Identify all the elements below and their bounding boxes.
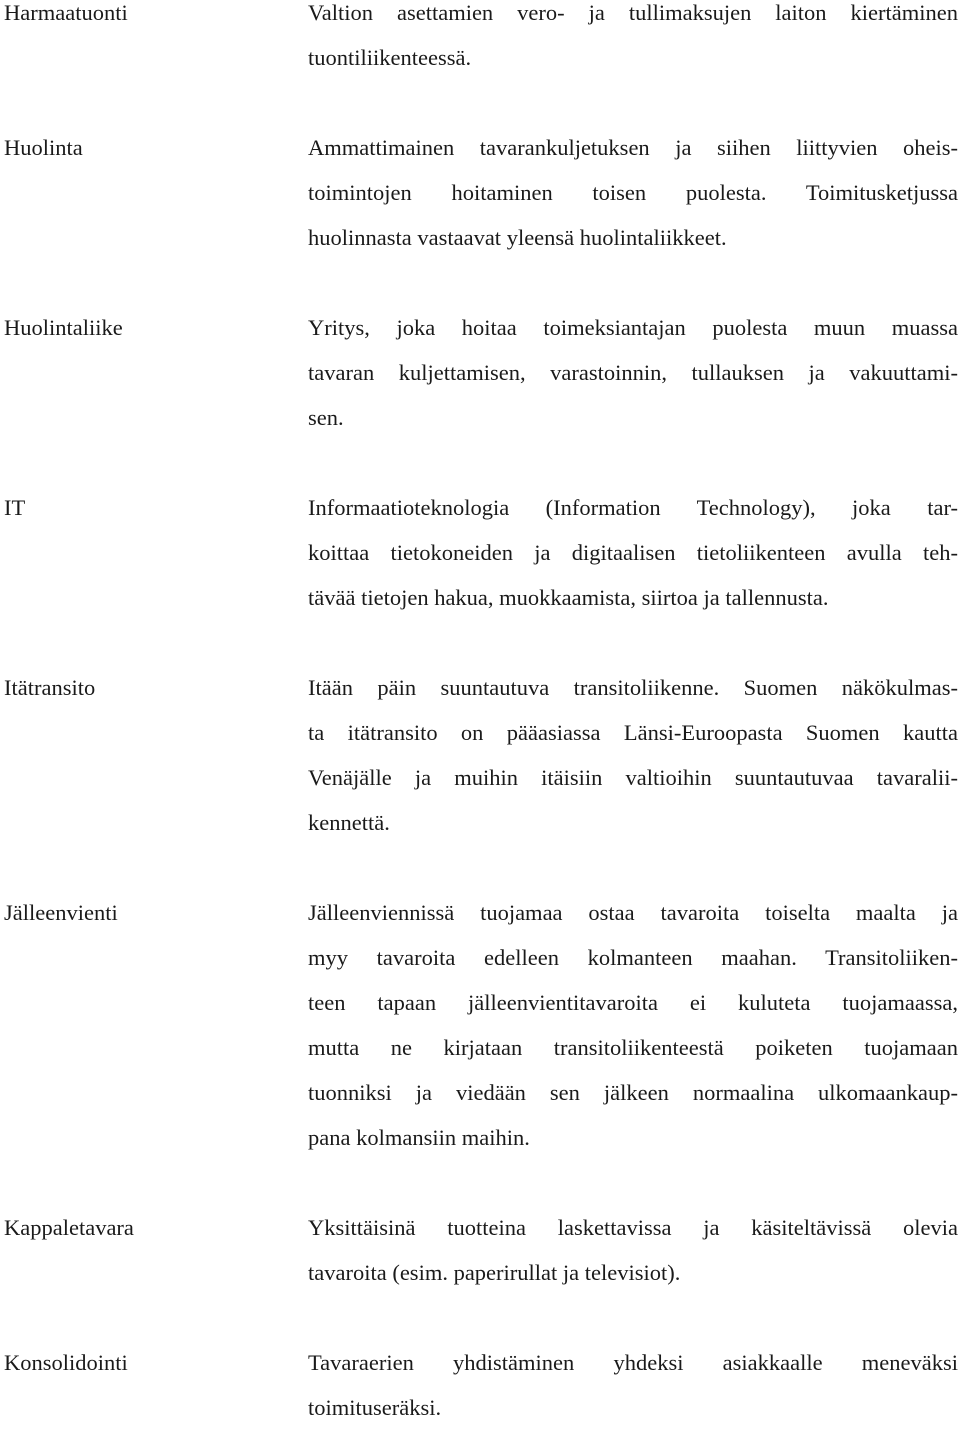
entry-spacer <box>0 1295 960 1340</box>
glossary-definition <box>308 1205 958 1295</box>
entry-spacer <box>0 620 960 665</box>
entry-spacer <box>0 80 960 125</box>
glossary-entry <box>0 485 960 620</box>
definition-line: Yksittäisinä tuotteina laskettavissa ja käsiteltävissä olevia <box>308 1215 958 1240</box>
definition-line: myy tavaroita edelleen kolmanteen maahan. Transitoliiken- <box>308 945 958 970</box>
definition-line: Ammattimainen tavarankuljetuksen ja siihen liittyvien oheis- <box>308 135 958 160</box>
glossary-term: Kappaletavara <box>4 1215 134 1240</box>
definition-line: pana kolmansiin maihin. <box>308 1125 530 1150</box>
definition-line: tuontiliikenteessä. <box>308 45 472 70</box>
definition-line: tavaroita (esim. paperirullat ja televisiot). <box>308 1260 681 1285</box>
entry-spacer <box>0 845 960 890</box>
definition-line: koittaa tietokoneiden ja digitaalisen tietoliikenteen avulla teh- <box>308 540 958 565</box>
entry-spacer <box>0 440 960 485</box>
definition-line: huolinnasta vastaavat yleensä huolintaliikkeet. <box>308 225 727 250</box>
glossary-entry <box>0 305 960 440</box>
definition-line: Yritys, joka hoitaa toimeksiantajan puolesta muun muassa <box>308 315 958 340</box>
entry-spacer <box>0 1160 960 1205</box>
definition-line: Venäjälle ja muihin itäisiin valtioihin suuntautuvaa tavaralii- <box>308 765 958 790</box>
glossary-definition <box>308 485 958 620</box>
glossary-term: Konsolidointi <box>4 1350 128 1375</box>
glossary-definition <box>308 665 958 845</box>
definition-line: tavaran kuljettamisen, varastoinnin, tullauksen ja vakuuttami- <box>308 360 958 385</box>
glossary-definition <box>308 0 958 80</box>
definition-line: Itään päin suuntautuva transitoliikenne. Suomen näkökulmas- <box>308 675 958 700</box>
definition-line: Informaatioteknologia (Information Technology), joka tar- <box>308 495 958 520</box>
glossary-definition <box>308 125 958 260</box>
entry-spacer <box>0 260 960 305</box>
definition-line: Jälleenviennissä tuojamaa ostaa tavaroita toiselta maalta ja <box>308 900 958 925</box>
definition-line: kennettä. <box>308 810 390 835</box>
definition-line: teen tapaan jälleenvientitavaroita ei kuluteta tuojamaassa, <box>308 990 958 1015</box>
definition-line: tävää tietojen hakua, muokkaamista, siirtoa ja tallennusta. <box>308 585 829 610</box>
definition-line: toimituseräksi. <box>308 1395 442 1420</box>
glossary-entry <box>0 1205 960 1295</box>
definition-line: mutta ne kirjataan transitoliikenteestä poiketen tuojamaan <box>308 1035 958 1060</box>
glossary-entry <box>0 890 960 1160</box>
glossary-term: Huolinta <box>4 135 83 160</box>
glossary-definition <box>308 305 958 440</box>
glossary-term: Harmaatuonti <box>4 0 128 25</box>
definition-line: Tavaraerien yhdistäminen yhdeksi asiakkaalle meneväksi <box>308 1350 958 1375</box>
definition-line: tuonniksi ja viedään sen jälkeen normaalina ulkomaankaup- <box>308 1080 958 1105</box>
glossary-entry <box>0 665 960 845</box>
glossary-entry <box>0 0 960 80</box>
glossary-definition <box>308 890 958 1160</box>
glossary-term: Itätransito <box>4 675 96 700</box>
glossary-term: Jälleenvienti <box>4 900 118 925</box>
glossary-term: IT <box>4 495 26 520</box>
definition-line: Valtion asettamien vero- ja tullimaksujen laiton kiertäminen <box>308 0 958 25</box>
glossary-term: Huolintaliike <box>4 315 123 340</box>
glossary-definition <box>308 1340 958 1430</box>
definition-line: sen. <box>308 405 344 430</box>
definition-line: ta itätransito on pääasiassa Länsi-Euroopasta Suomen kautta <box>308 720 958 745</box>
glossary-entry <box>0 1340 960 1430</box>
glossary-entry <box>0 125 960 260</box>
definition-line: toimintojen hoitaminen toisen puolesta. Toimitusketjussa <box>308 180 958 205</box>
